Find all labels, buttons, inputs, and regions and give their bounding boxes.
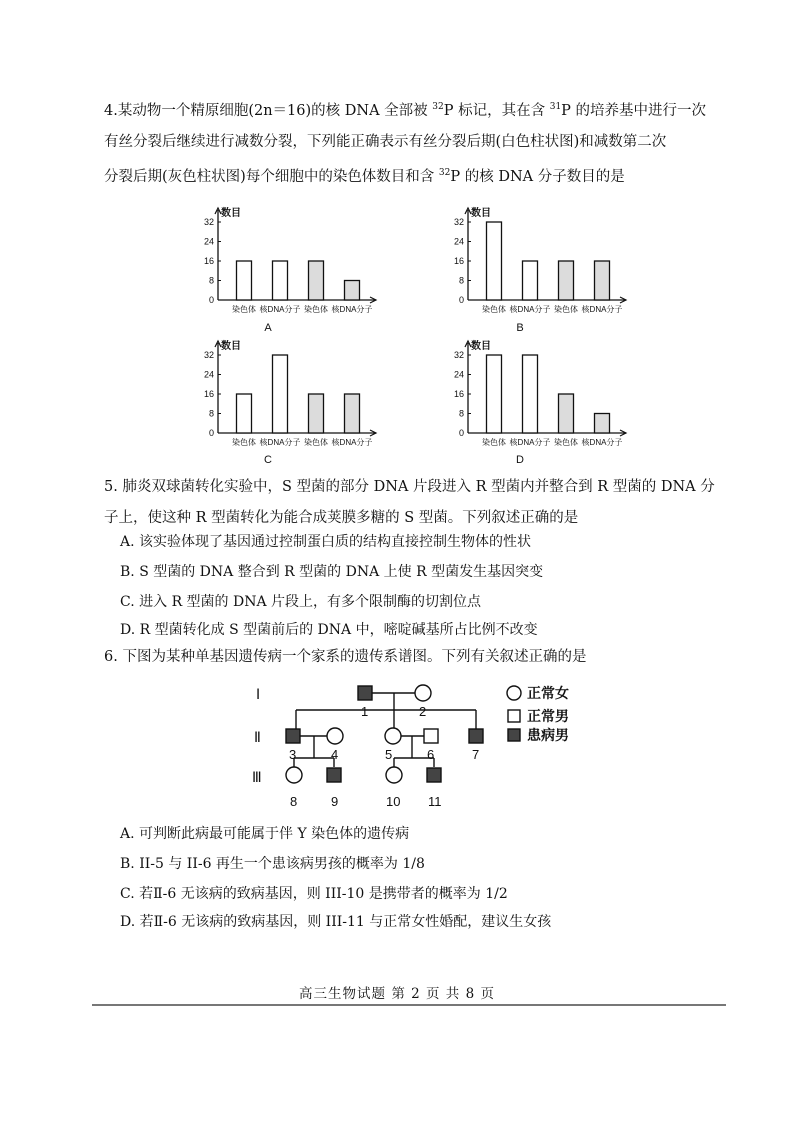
legend-label-affected-male: 患病男 (527, 727, 569, 743)
y-tick-label: 32 (453, 350, 464, 360)
bar (523, 261, 538, 300)
pedigree-ii6-normal-male (424, 729, 438, 743)
x-tick-label: 染色体 (304, 438, 328, 447)
bar (487, 222, 502, 300)
q6-line1: 6. 下图为某种单基因遗传病一个家系的遗传系谱图。下列有关叙述正确的是 (104, 649, 587, 665)
num-3: 3 (289, 747, 297, 762)
bar (523, 355, 538, 433)
y-tick-label: 8 (458, 275, 464, 286)
q5-option-d: D. R 型菌转化成 S 型菌前后的 DNA 中，嘧啶碱基所占比例不改变 (120, 622, 538, 638)
bar (487, 355, 502, 433)
chart-c (196, 337, 386, 452)
bar (309, 394, 324, 433)
q5-line2: 子上，使这种 R 型菌转化为能合成荚膜多糖的 S 型菌。下列叙述正确的是 (104, 510, 579, 526)
y-tick-label: 0 (458, 428, 464, 438)
x-tick-label: 染色体 (304, 305, 328, 314)
bar (273, 261, 288, 300)
bar (237, 261, 252, 300)
pedigree-legend (507, 686, 521, 741)
num-8: 8 (290, 794, 298, 809)
q6-stem (104, 642, 734, 673)
y-tick-label: 24 (203, 369, 214, 380)
y-axis-label: 数目 (471, 208, 491, 219)
y-tick-label: 24 (203, 236, 214, 247)
x-tick-label: 核DNA分子 (331, 305, 373, 314)
q4-line2: 有丝分裂后继续进行减数分裂，下列能正确表示有丝分裂后期(白色柱状图)和减数第二次 (104, 133, 667, 150)
legend-normal-male-icon (508, 710, 520, 722)
y-tick-label: 32 (203, 350, 214, 360)
x-tick-label: 核DNA分子 (581, 438, 623, 447)
page-footer: 高三生物试题 第 2 页 共 8 页 (299, 986, 495, 1002)
chart-c-caption: C (264, 454, 272, 466)
pedigree-ii4-female (327, 728, 343, 744)
pedigree-iii11-affected-male (427, 768, 441, 782)
q6-option-b: B. II-5 与 II-6 再生一个患该病男孩的概率为 1/8 (120, 856, 425, 872)
y-tick-label: 16 (453, 256, 464, 266)
num-10: 10 (386, 794, 401, 809)
num-9: 9 (331, 794, 339, 809)
y-tick-label: 0 (208, 428, 214, 438)
y-tick-label: 0 (458, 295, 464, 305)
y-axis-label: 数目 (221, 208, 241, 219)
y-axis-label: 数目 (471, 341, 491, 352)
y-axis-label: 数目 (221, 341, 241, 352)
bar (309, 261, 324, 300)
legend-affected-male-icon (508, 729, 520, 741)
pedigree-iii9-affected-male (327, 768, 341, 782)
x-tick-label: 染色体 (232, 438, 256, 447)
y-tick-label: 16 (203, 256, 214, 266)
x-tick-label: 核DNA分子 (331, 438, 373, 447)
x-tick-label: 核DNA分子 (259, 438, 301, 447)
pedigree-chart (240, 672, 610, 812)
q5-line1: 5. 肺炎双球菌转化实验中，S 型菌的部分 DNA 片段进入 R 型菌内并整合到 R 型菌的 DNA 分 (104, 479, 715, 495)
y-tick-label: 32 (203, 217, 214, 227)
bar (273, 355, 288, 433)
gen-label-3: Ⅲ (252, 769, 262, 785)
x-tick-label: 核DNA分子 (259, 305, 301, 314)
y-tick-label: 16 (453, 389, 464, 399)
gen-label-1: Ⅰ (256, 686, 261, 702)
q5-stem (104, 472, 734, 534)
q5-option-b: B. S 型菌的 DNA 整合到 R 型菌的 DNA 上使 R 型菌发生基因突变 (120, 564, 544, 580)
chart-d (446, 337, 636, 452)
q4-line1: 4.某动物一个精原细胞(2n＝16)的核 DNA 全部被 $^{32}$P 标记，其在含 $^{31}$P 的培养基中进行一次 (104, 102, 707, 119)
num-5: 5 (385, 747, 393, 762)
q4-stem (104, 92, 734, 193)
bar (345, 281, 360, 301)
bar (559, 394, 574, 433)
bar (237, 394, 252, 433)
bar (595, 261, 610, 300)
chart-b (446, 204, 636, 319)
pedigree-iii10-female (386, 767, 402, 783)
num-11: 11 (428, 794, 442, 809)
y-tick-label: 0 (208, 295, 214, 305)
x-tick-label: 染色体 (554, 305, 578, 314)
y-tick-label: 8 (208, 275, 214, 286)
gen-label-2: Ⅱ (254, 729, 261, 745)
pedigree-ii3-affected-male (286, 729, 300, 743)
pedigree-ii5-female (385, 728, 401, 744)
chart-a (196, 204, 386, 319)
pedigree-i2-female (415, 685, 431, 701)
x-tick-label: 染色体 (482, 438, 506, 447)
q6-option-c: C. 若Ⅱ-6 无该病的致病基因，则 III-10 是携带者的概率为 1/2 (120, 886, 508, 902)
bar (595, 414, 610, 434)
x-tick-label: 染色体 (232, 305, 256, 314)
x-tick-label: 染色体 (554, 438, 578, 447)
num-4: 4 (331, 747, 339, 762)
x-tick-label: 核DNA分子 (581, 305, 623, 314)
chart-d-caption: D (516, 454, 524, 466)
chart-a-caption: A (264, 322, 272, 334)
bar (559, 261, 574, 300)
y-tick-label: 24 (453, 369, 464, 380)
y-tick-label: 16 (203, 389, 214, 399)
y-tick-label: 8 (458, 408, 464, 419)
q6-option-a: A. 可判断此病最可能属于伴 Y 染色体的遗传病 (120, 826, 410, 842)
q5-option-c: C. 进入 R 型菌的 DNA 片段上，有多个限制酶的切割位点 (120, 594, 482, 610)
legend-label-normal-female: 正常女 (527, 685, 569, 701)
num-7: 7 (472, 747, 480, 762)
pedigree-ii7-affected-male (469, 729, 483, 743)
bar (345, 394, 360, 433)
y-tick-label: 8 (208, 408, 214, 419)
x-tick-label: 核DNA分子 (509, 305, 551, 314)
y-tick-label: 24 (453, 236, 464, 247)
q4-line3: 分裂后期(灰色柱状图)每个细胞中的染色体数目和含 $^{32}$P 的核 DNA 分子数目的是 (104, 167, 625, 185)
q5-option-a: A. 该实验体现了基因通过控制蛋白质的结构直接控制生物体的性状 (120, 534, 532, 550)
num-1: 1 (361, 704, 369, 719)
pedigree-i1-affected-male (358, 686, 372, 700)
num-6: 6 (427, 747, 435, 762)
pedigree-iii8-female (286, 767, 302, 783)
num-2: 2 (419, 704, 427, 719)
legend-female-icon (507, 686, 521, 700)
q6-option-d: D. 若Ⅱ-6 无该病的致病基因，则 III-11 与正常女性婚配，建议生女孩 (120, 914, 552, 930)
chart-b-caption: B (516, 322, 524, 334)
footer-divider (92, 1004, 726, 1006)
x-tick-label: 染色体 (482, 305, 506, 314)
legend-label-normal-male: 正常男 (527, 708, 569, 724)
x-tick-label: 核DNA分子 (509, 438, 551, 447)
y-tick-label: 32 (453, 217, 464, 227)
